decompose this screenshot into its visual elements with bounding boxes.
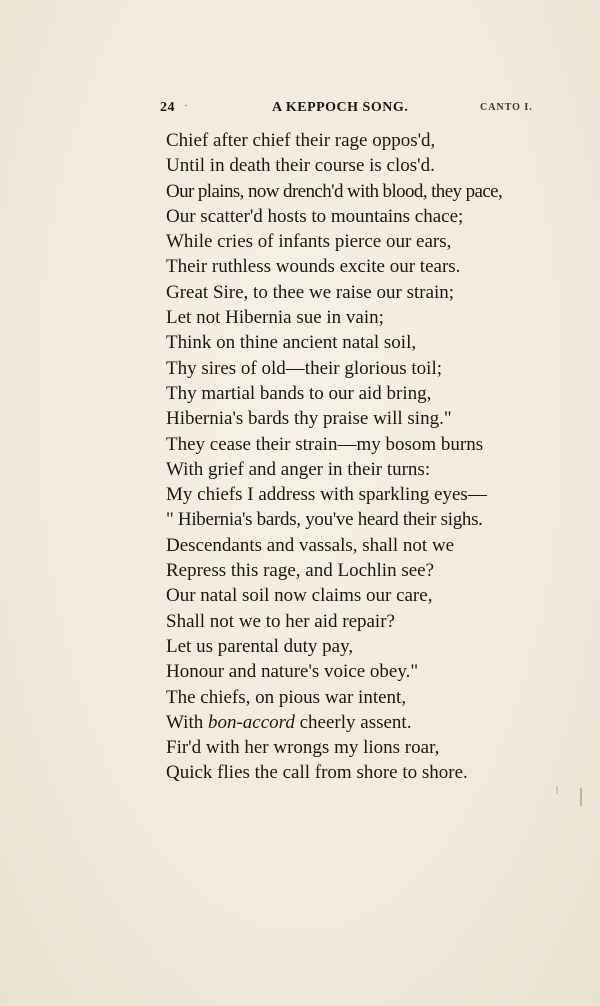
- poem-line: Our natal soil now claims our care,: [166, 585, 433, 607]
- poem-line: With grief and anger in their turns:: [166, 458, 431, 480]
- poem-line: Shall not we to her aid repair?: [166, 610, 395, 632]
- poem-line: Thy sires of old—their glorious toil;: [166, 357, 443, 379]
- poem-line: Fir'd with her wrongs my lions roar,: [166, 737, 440, 759]
- poem-line: Thy martial bands to our aid bring,: [166, 382, 432, 404]
- poem-line: While cries of infants pierce our ears,: [166, 231, 452, 253]
- poem-line: Our scatter'd hosts to mountains chace;: [166, 205, 464, 227]
- poem-line: " Hibernia's bards, you've heard their sighs.: [166, 509, 483, 531]
- running-title: A KEPPOCH SONG.: [272, 100, 409, 115]
- page-edge-mark: [580, 788, 582, 806]
- poem-line: Think on thine ancient natal soil,: [166, 332, 417, 354]
- poem-line: Quick flies the call from shore to shore.: [166, 762, 468, 784]
- poem-line: Our plains, now drench'd with blood, they pace,: [166, 180, 503, 202]
- poem-line: Descendants and vassals, shall not we: [166, 534, 455, 556]
- running-header: [150, 100, 540, 120]
- poem-line: My chiefs I address with sparkling eyes—: [166, 484, 487, 506]
- poem-line: The chiefs, on pious war intent,: [166, 686, 407, 708]
- poem-line: Chief after chief their rage oppos'd,: [166, 130, 436, 151]
- poem-text: [166, 128, 566, 786]
- poem-line: They cease their strain—my bosom burns: [166, 433, 484, 455]
- italic-phrase: bon-accord: [207, 711, 295, 733]
- poem-line: Let us parental duty pay,: [166, 635, 354, 657]
- poem-line: Let not Hibernia sue in vain;: [166, 307, 384, 329]
- poem-line: Repress this rage, and Lochlin see?: [166, 560, 435, 582]
- poem-line: Hibernia's bards thy praise will sing.": [166, 408, 452, 430]
- paper-speck: [556, 786, 558, 794]
- page-mark: ·: [184, 98, 189, 112]
- line-text: cheerly assent.: [299, 711, 412, 733]
- poem-line: Honour and nature's voice obey.": [166, 661, 419, 683]
- canto-label: CANTO I.: [480, 102, 533, 113]
- poem-line: Until in death their course is clos'd.: [166, 155, 435, 177]
- poem-line: Their ruthless wounds excite our tears.: [166, 256, 461, 278]
- poem-line: [166, 710, 566, 735]
- page-number: 24: [160, 100, 175, 115]
- poem-line: Great Sire, to thee we raise our strain;: [166, 281, 455, 303]
- line-text: With: [166, 711, 204, 733]
